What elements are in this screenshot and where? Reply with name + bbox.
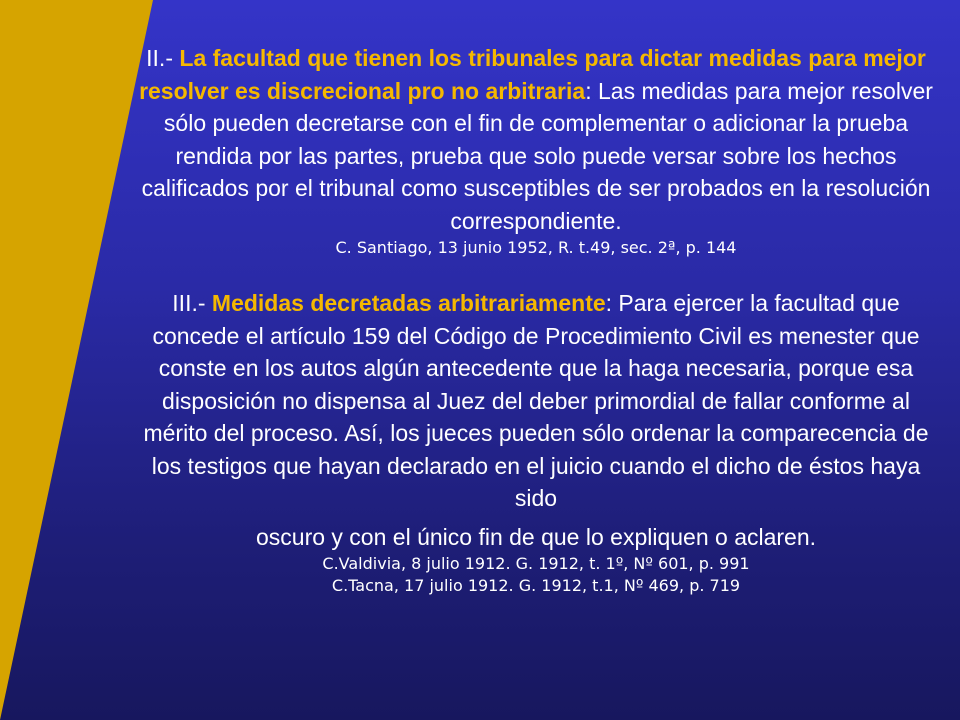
section-ii-heading: La facultad que tienen los tribunales para dictar medidas para mejor resolver es discrecional pro no arbitraria xyxy=(139,45,926,104)
section-iii-paragraph xyxy=(136,287,936,553)
section-ii-citation: C. Santiago, 13 junio 1952, R. t.49, sec. 2ª, p. 144 xyxy=(335,238,737,257)
section-iii-number: III.- xyxy=(172,290,212,316)
slide-content xyxy=(136,42,936,597)
section-ii-paragraph xyxy=(136,42,936,237)
section-iii-citation-2: C.Tacna, 17 julio 1912. G. 1912, t.1, Nº 469, p. 719 xyxy=(331,576,741,595)
section-iii-citation-1: C.Valdivia, 8 julio 1912. G. 1912, t. 1º, Nº 601, p. 991 xyxy=(322,554,750,573)
section-iii-body-end: oscuro y con el único fin de que lo expliquen o aclaren. xyxy=(255,523,817,550)
gold-wedge-shape xyxy=(0,0,153,720)
section-ii-number: II.- xyxy=(146,45,180,71)
section-ii-body: : Las medidas para mejor resolver sólo pueden decretarse con el fin de complementar o adicionar la prueba rendida por las partes, prueba que solo puede versar sobre los hechos calificados por el tribunal como susceptibles de ser probados en la resolución correspondiente. xyxy=(141,77,933,234)
section-iii-heading: Medidas decretadas arbitrariamente xyxy=(211,290,606,316)
section-iii-body: : Para ejercer la facultad que concede el artículo 159 del Código de Procedimiento Civil es menester que conste en los autos algún antecedente que la haga necesaria, porque esa disposición no dispensa al Juez del deber primordial de fallar conforme al mérito del proceso. Así, los jueces pueden sólo ordenar la comparecencia de los testigos que hayan declarado en el juicio cuando el dicho de éstos haya sido xyxy=(143,290,929,511)
